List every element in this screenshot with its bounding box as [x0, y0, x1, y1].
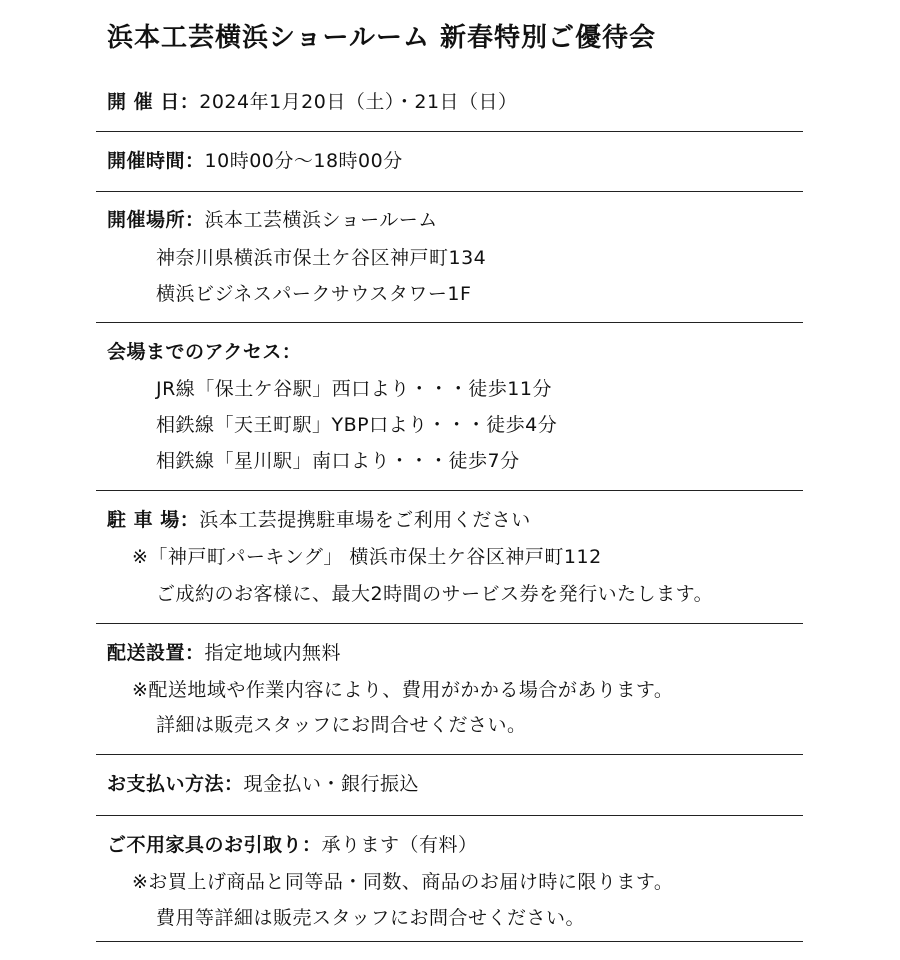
- venue-address-line: 神奈川県横浜市保土ケ谷区神戸町134: [156, 247, 487, 269]
- venue-building-line: 横浜ビジネスパークサウスタワー1F: [156, 283, 472, 305]
- payment-value: 現金払い・銀行振込: [243, 773, 420, 795]
- access-route-line: JR線「保土ケ谷駅」西口より・・・徒歩11分: [156, 378, 552, 400]
- event-date-label: 開 催 日：: [107, 91, 200, 113]
- parking-note-line: ※「神戸町パーキング」 横浜市保土ケ谷区神戸町112: [132, 546, 602, 568]
- delivery-note-line: ※配送地域や作業内容により、費用がかかる場合があります。: [132, 679, 674, 701]
- delivery-note-line: 詳細は販売スタッフにお問合せください。: [156, 714, 527, 736]
- delivery-value: 指定地域内無料: [204, 642, 342, 664]
- pickup-value: 承ります（有料）: [321, 834, 478, 856]
- parking-row: [107, 506, 531, 534]
- delivery-row: [107, 639, 341, 667]
- access-route-line: 相鉄線「天王町駅」YBP口より・・・徒歩4分: [156, 414, 558, 436]
- parking-label: 駐 車 場：: [107, 509, 200, 531]
- event-time-label: 開催時間：: [107, 150, 205, 172]
- venue-row: [107, 206, 438, 234]
- venue-value: 浜本工芸横浜ショールーム: [204, 209, 438, 231]
- event-date-row: [107, 88, 518, 116]
- event-date-value: 2024年1月20日（土）・21日（日）: [199, 91, 518, 113]
- access-route-line: 相鉄線「星川駅」南口より・・・徒歩7分: [156, 450, 520, 472]
- parking-note-line: ご成約のお客様に、最大2時間のサービス券を発行いたします。: [156, 583, 714, 605]
- access-label: 会場までのアクセス：: [107, 341, 302, 363]
- page-title: 浜本工芸横浜ショールーム 新春特別ご優待会: [107, 23, 657, 53]
- access-row: [107, 338, 301, 366]
- payment-row: [107, 770, 419, 798]
- event-time-value: 10時00分～18時00分: [204, 150, 403, 172]
- delivery-label: 配送設置：: [107, 642, 205, 664]
- payment-label: お支払い方法：: [107, 773, 244, 795]
- pickup-note-line: ※お買上げ商品と同等品・同数、商品のお届け時に限ります。: [132, 871, 674, 893]
- parking-value: 浜本工芸提携駐車場をご利用ください: [199, 509, 531, 531]
- pickup-label: ご不用家具のお引取り：: [107, 834, 322, 856]
- pickup-row: [107, 831, 478, 859]
- event-time-row: [107, 147, 403, 175]
- venue-label: 開催場所：: [107, 209, 205, 231]
- pickup-note-line: 費用等詳細は販売スタッフにお問合せください。: [156, 907, 586, 929]
